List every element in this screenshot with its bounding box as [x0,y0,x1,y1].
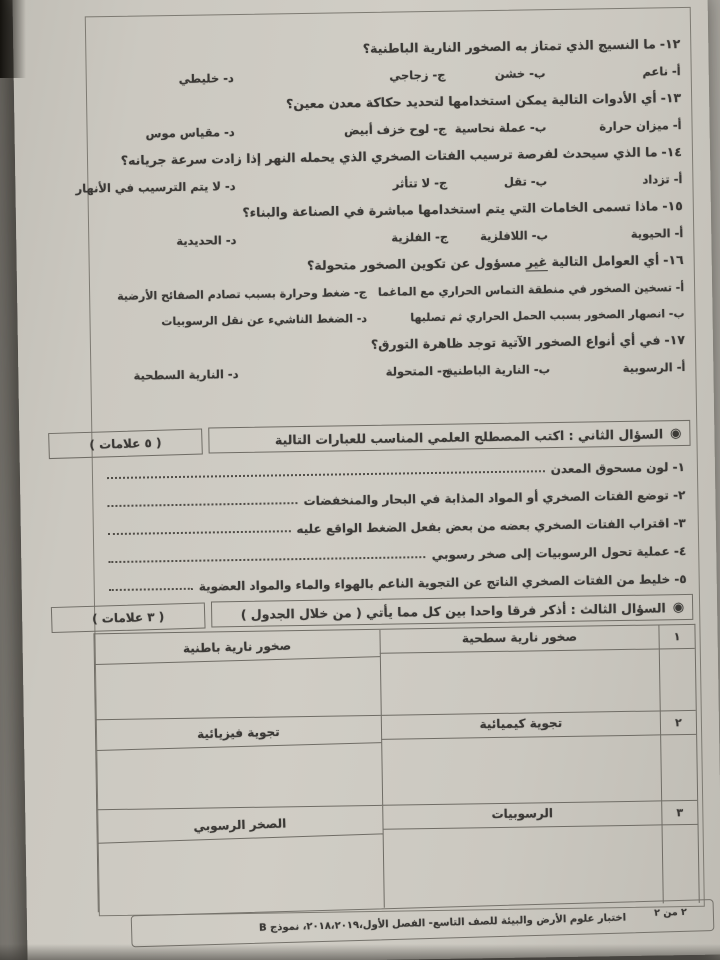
question-12-option-a: أ- ناعم [642,64,681,79]
question-16-underlined-word: غير [525,254,548,270]
question-15-option-d: د- الحديدية [176,233,237,248]
question-17-option-d: د- النارية السطحية [133,367,239,383]
term-item-3-text: ٣- اقتراب الفتات الصخري بعضه من بعض بفعل الضغط الواقع عليه [296,516,686,537]
question-16-option-d: د- الضغط الناشيء عن نقل الرسوبيات [161,311,368,328]
question-17-number: ١٧- [664,331,686,348]
table-row-1-number: ١ [658,625,694,650]
page-frame [75,7,705,916]
question-17-option-a: أ- الرسوبية [622,359,686,375]
section3-title: السؤال الثالث : أذكر فرقا واحدا بين كل مما يأتي ( من خلال الجدول ) [240,599,666,622]
question-15-text: ماذا تسمى الخامات التي يتم استخدامها مباشرة في الصناعة والبناء؟ [242,198,659,220]
section3-title-box [211,594,693,628]
question-17-option-b: ب- النارية الباطنية [446,362,551,378]
page-content [75,8,704,915]
question-13-option-c: ج- لوح خزف أبيض [343,121,447,138]
table-row-2-left-label: تجوية فيزيائية [96,719,381,751]
table-answer-space [659,649,696,712]
question-13-option-d: د- مقياس موس [145,125,235,141]
question-12-option-b: ب- خشن [494,66,546,81]
answer-blank-line [107,470,545,479]
comparison-table [93,624,699,912]
question-14-number: ١٤- [661,144,683,160]
question-16-option-b: ب- انصهار الصخور بسبب الحمل الحراري ثم تصلبها [410,306,685,324]
table-answer-space [380,649,660,715]
term-item-5-text: ٥- خليط من الفتات الصخري الناتج عن التجوية الناعم بالهواء والماء والمواد العضوية [198,572,687,594]
table-answer-space [381,735,661,805]
question-12-option-c: ج- زجاجي [389,67,446,83]
question-14-option-d: د- لا يتم الترسيب في الأنهار [75,179,236,196]
question-16-text-post: مسؤول عن تكوين الصخور متحولة؟ [306,254,526,273]
question-13-option-a: أ- ميزان حرارة [599,118,682,134]
section2-header [48,420,690,456]
table-row-3-number: ٣ [661,801,697,826]
term-item-1 [99,452,685,483]
question-15-option-b: ب- اللافلزية [479,228,549,244]
table-row-1-right-label: صخور نارية سطحية [379,625,659,653]
question-13-number: ١٣- [660,90,682,106]
question-16-option-a: أ- تسخين الصخور في منطقة التماس الحراري مع الماغما [377,280,685,299]
question-16-text-pre: أي العوامل التالية [547,252,660,270]
term-item-2-text: ٢- توضع الفتات الصخري أو المواد المذابة في البحار والمنخفضات [303,488,686,509]
table-answer-space [662,825,699,904]
page-number: ٢ من ٢ [654,906,687,919]
section2-title-box [208,420,690,454]
answer-blank-line [108,556,425,563]
term-item-4-text: ٤- عملية تحول الرسوبيات إلى صخر رسوبي [431,544,687,562]
term-item-1-text: ١- لون مسحوق المعدن [550,460,686,477]
term-item-4 [100,536,686,567]
question-13-text: أي الأدوات التالية يمكن استخدامها لتحديد حكاكة معدن معين؟ [285,90,657,112]
term-item-3 [100,508,686,539]
question-12-text: ما النسيج الذي تمتاز به الصخور النارية الباطنية؟ [362,36,656,57]
section2-marks-box [48,429,203,460]
question-16-number: ١٦- [663,252,684,268]
table-row-2-right-label: تجوية كيميائية [381,711,661,739]
question-12-option-d: د- خليطي [178,71,234,86]
question-14-option-b: ب- تقل [503,174,548,189]
section-bullet-icon: ◉ [672,599,685,615]
question-14-option-a: أ- تزداد [642,172,683,187]
photo-bottom-shadow [0,944,720,960]
question-13-option-b: ب- عملة نحاسية [454,120,547,136]
exam-page [12,0,720,960]
photo-dark-corner [0,0,26,78]
answer-blank-line [108,530,291,535]
question-17-text: في أي أنواع الصخور الآتية توجد ظاهرة التورق؟ [370,332,661,352]
section-bullet-icon: ◉ [669,425,682,441]
exam-info: اختبار علوم الأرض والبيئة للصف التاسع- الفصل الأول،٢٠١٨،٢٠١٩، نموذج B [258,912,627,934]
answer-blank-line [109,588,193,591]
section3-marks: ( ٣ علامات ) [91,609,165,626]
section2-title: السؤال الثاني : اكتب المصطلح العلمي المناسب للعبارات التالية [274,425,664,447]
question-17-option-c: ج- المتحولة [385,363,451,379]
table-row-3-right-label: الرسوبيات [382,801,662,829]
question-16-options [96,274,685,335]
table-row-3-left-label: الصخر الرسوبي [97,810,382,843]
question-15-number: ١٥- [662,198,683,214]
table-row-2-number: ٢ [660,711,696,736]
question-14-option-c: ج- لا تتأثر [392,175,448,191]
question-16-option-c: ج- ضغط وحرارة بسبب تصادم الصفائح الأرضية [117,285,367,303]
answer-blank-line [107,502,297,507]
table-answer-space [382,825,662,907]
question-14-text: ما الذي سيحدث لفرصة ترسيب الفتات الصخري الذي يحمله النهر إذا زادت سرعة جريانه؟ [120,144,658,168]
question-15-option-c: ج- الفلزية [391,229,449,245]
table-answer-space [96,740,382,810]
question-12-number: ١٢- [659,36,681,52]
section3-marks-box [51,602,206,633]
table-answer-space [660,735,697,802]
table-row-1-left-label: صخور نارية باطنية [94,633,379,665]
term-item-5 [101,564,687,595]
term-item-2 [99,480,685,511]
section2-marks: ( ٥ علامات ) [89,435,162,452]
question-15-option-a: أ- الحيوية [630,226,684,241]
